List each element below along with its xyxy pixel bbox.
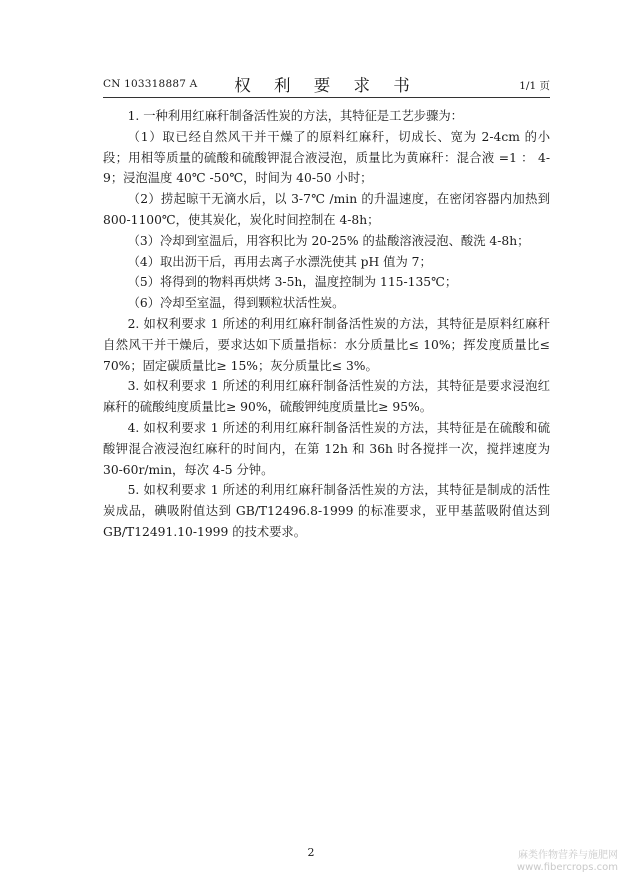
site-watermark [500, 850, 618, 874]
document-title: 权 利 要 求 书 [234, 76, 419, 95]
patent-number: CN 103318887 A [103, 78, 198, 90]
watermark-site-name: 麻类作物营养与施肥网 [518, 850, 618, 861]
document-header [103, 72, 550, 96]
claim-1-step-6: （6）冷却至室温，得到颗粒状活性炭。 [127, 296, 345, 311]
claim-1-step-5: （5）将得到的物料再烘烤 3-5h，温度控制为 115-135℃； [127, 275, 458, 290]
claim-1-step-2: （2）捞起晾干无滴水后，以 3-7℃ /min 的升温速度，在密闭容器内加热到 800-1100℃，使其炭化，炭化时间控制在 4-8h； [103, 192, 550, 227]
page-indicator: 1/1 页 [519, 80, 550, 92]
claim-1-intro: 1. 一种利用红麻秆制备活性炭的方法，其特征是工艺步骤为： [127, 109, 463, 123]
claims-body [103, 106, 550, 543]
watermark-url: www.fibercrops.com [516, 862, 618, 873]
claim-2: 2. 如权利要求 1 所述的利用红麻秆制备活性炭的方法，其特征是原料红麻秆自然风干并干燥后，要求达如下质量指标：水分质量比≤ 10%；挥发度质量比≤ 70%；固定碳质量比≥ 15%；灰分质量比≤ 3%。 [103, 316, 550, 373]
page-number: 2 [307, 846, 315, 859]
header-rule [103, 97, 550, 98]
claim-1-step-3: （3）冷却到室温后，用容积比为 20-25% 的盐酸溶液浸泡、酸洗 4-8h； [127, 233, 530, 248]
claim-4: 4. 如权利要求 1 所述的利用红麻秆制备活性炭的方法，其特征是在硫酸和硫酸钾混合液浸泡红麻秆的时间内，在第 12h 和 36h 时各搅拌一次，搅拌速度为 30-60r/min，每次 4-5 分钟。 [103, 420, 550, 477]
claim-1-step-1: （1）取已经自然风干并干燥了的原料红麻秆，切成长、宽为 2-4cm 的小段；用相等质量的硫酸和硫酸钾混合液浸泡，质量比为黄麻秆：混合液 =1 ： 4-9；浸泡温度 40℃ -50℃，时间为 40-50 小时； [103, 129, 550, 186]
claim-5: 5. 如权利要求 1 所述的利用红麻秆制备活性炭的方法，其特征是制成的活性炭成品，碘吸附值达到 GB/T12496.8-1999 的标准要求，亚甲基蓝吸附值达到 GB/T12491.10-1999 的技术要求。 [103, 483, 550, 539]
claim-1-step-4: （4）取出沥干后，再用去离子水漂洗使其 pH 值为 7； [127, 254, 432, 269]
claim-3: 3. 如权利要求 1 所述的利用红麻秆制备活性炭的方法，其特征是要求浸泡红麻秆的硫酸纯度质量比≥ 90%，硫酸钾纯度质量比≥ 95%。 [103, 379, 550, 415]
